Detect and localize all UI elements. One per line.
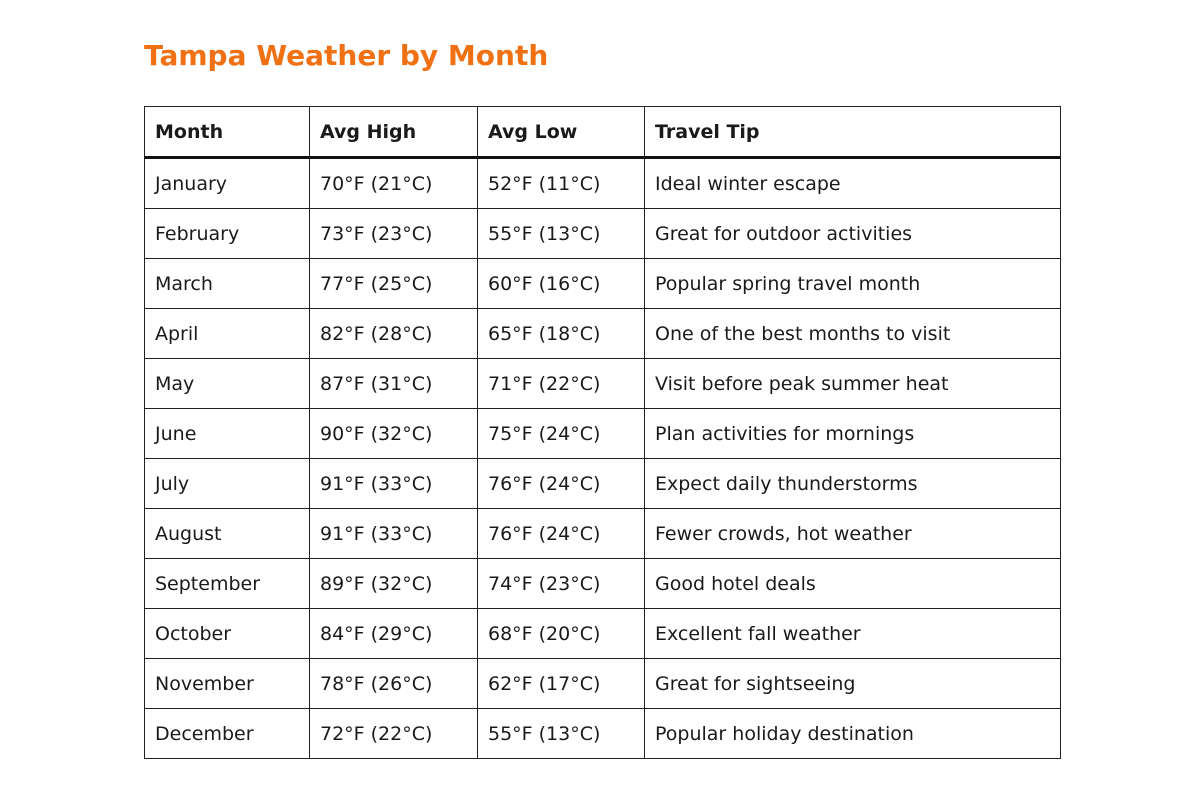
table-row — [145, 459, 1061, 509]
cell-travel-tip: Popular holiday destination — [645, 709, 1061, 759]
table-row — [145, 359, 1061, 409]
cell-avg-low: 75°F (24°C) — [478, 409, 645, 459]
cell-avg-high: 73°F (23°C) — [310, 209, 478, 259]
cell-travel-tip: Visit before peak summer heat — [645, 359, 1061, 409]
header-row — [145, 107, 1061, 158]
cell-travel-tip: Great for sightseeing — [645, 659, 1061, 709]
cell-month: November — [145, 659, 310, 709]
cell-avg-low: 76°F (24°C) — [478, 509, 645, 559]
header-month: Month — [145, 107, 310, 158]
cell-month: September — [145, 559, 310, 609]
table-row — [145, 559, 1061, 609]
cell-avg-high: 78°F (26°C) — [310, 659, 478, 709]
table-row — [145, 309, 1061, 359]
table-row — [145, 509, 1061, 559]
cell-month: January — [145, 158, 310, 209]
cell-avg-high: 87°F (31°C) — [310, 359, 478, 409]
cell-avg-low: 52°F (11°C) — [478, 158, 645, 209]
table-row — [145, 259, 1061, 309]
cell-month: June — [145, 409, 310, 459]
header-avg-low: Avg Low — [478, 107, 645, 158]
cell-travel-tip: Popular spring travel month — [645, 259, 1061, 309]
cell-avg-high: 89°F (32°C) — [310, 559, 478, 609]
cell-avg-high: 82°F (28°C) — [310, 309, 478, 359]
header-avg-high: Avg High — [310, 107, 478, 158]
cell-avg-low: 74°F (23°C) — [478, 559, 645, 609]
cell-avg-high: 84°F (29°C) — [310, 609, 478, 659]
cell-month: May — [145, 359, 310, 409]
cell-avg-high: 91°F (33°C) — [310, 459, 478, 509]
cell-avg-high: 90°F (32°C) — [310, 409, 478, 459]
table-row — [145, 209, 1061, 259]
cell-avg-low: 76°F (24°C) — [478, 459, 645, 509]
cell-travel-tip: Great for outdoor activities — [645, 209, 1061, 259]
table-body — [145, 158, 1061, 759]
cell-travel-tip: Expect daily thunderstorms — [645, 459, 1061, 509]
cell-avg-high: 70°F (21°C) — [310, 158, 478, 209]
weather-table — [144, 106, 1061, 759]
cell-month: August — [145, 509, 310, 559]
cell-month: December — [145, 709, 310, 759]
cell-avg-low: 60°F (16°C) — [478, 259, 645, 309]
cell-avg-high: 91°F (33°C) — [310, 509, 478, 559]
table-row — [145, 659, 1061, 709]
page-title: Tampa Weather by Month — [144, 39, 549, 72]
cell-month: October — [145, 609, 310, 659]
cell-avg-low: 55°F (13°C) — [478, 709, 645, 759]
cell-avg-high: 77°F (25°C) — [310, 259, 478, 309]
table-row — [145, 609, 1061, 659]
cell-travel-tip: One of the best months to visit — [645, 309, 1061, 359]
header-travel-tip: Travel Tip — [645, 107, 1061, 158]
cell-avg-low: 68°F (20°C) — [478, 609, 645, 659]
cell-month: February — [145, 209, 310, 259]
table-row — [145, 158, 1061, 209]
cell-avg-low: 65°F (18°C) — [478, 309, 645, 359]
cell-travel-tip: Excellent fall weather — [645, 609, 1061, 659]
cell-travel-tip: Plan activities for mornings — [645, 409, 1061, 459]
table-row — [145, 409, 1061, 459]
cell-month: April — [145, 309, 310, 359]
cell-travel-tip: Ideal winter escape — [645, 158, 1061, 209]
cell-avg-low: 71°F (22°C) — [478, 359, 645, 409]
cell-avg-low: 55°F (13°C) — [478, 209, 645, 259]
cell-avg-high: 72°F (22°C) — [310, 709, 478, 759]
cell-avg-low: 62°F (17°C) — [478, 659, 645, 709]
cell-month: March — [145, 259, 310, 309]
table-header — [145, 107, 1061, 158]
cell-month: July — [145, 459, 310, 509]
cell-travel-tip: Fewer crowds, hot weather — [645, 509, 1061, 559]
table-row — [145, 709, 1061, 759]
cell-travel-tip: Good hotel deals — [645, 559, 1061, 609]
